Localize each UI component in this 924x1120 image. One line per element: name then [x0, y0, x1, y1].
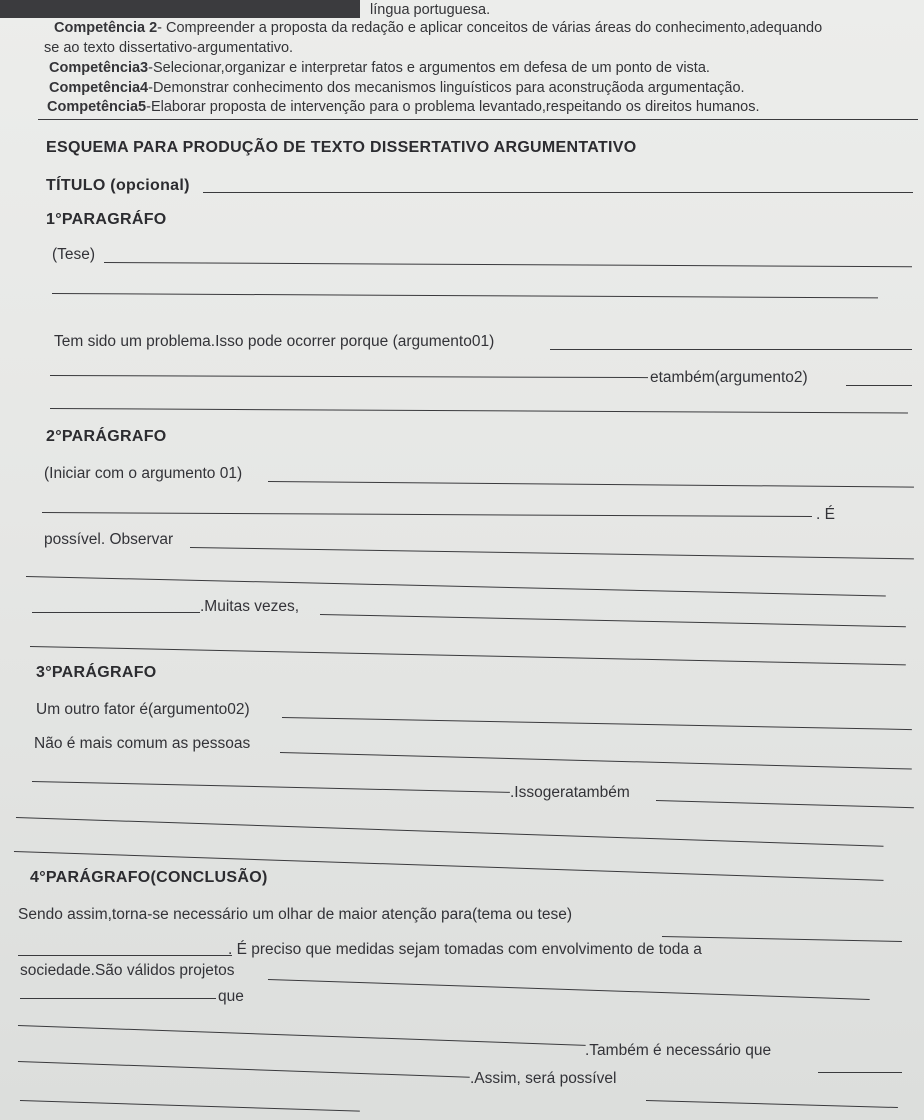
competencia-2-cont: se ao texto dissertativo-argumentativo.	[44, 40, 294, 56]
competencia-3: Competência3-Selecionar,organizar e interpretar fatos e argumentos em defesa de um ponto de vista.	[49, 60, 710, 76]
p4-blank-8[interactable]	[646, 1100, 898, 1108]
titulo-blank[interactable]	[203, 192, 913, 193]
p3-blank-2[interactable]	[280, 752, 912, 770]
p4-blank-6[interactable]	[18, 1061, 470, 1078]
p1-line1: Tem sido um problema.Isso pode ocorrer porque (argumento01)	[54, 333, 495, 350]
p4-blank-9[interactable]	[20, 1100, 360, 1112]
p3-line1: Um outro fator é(argumento02)	[36, 701, 250, 718]
p3-blank-5[interactable]	[16, 817, 884, 847]
p4-blank-4[interactable]	[20, 998, 216, 999]
top-dark-band	[0, 0, 360, 18]
p4-blank-2[interactable]	[18, 955, 232, 956]
p3-blank-4[interactable]	[656, 800, 914, 808]
p4-line2: . É preciso que medidas sejam tomadas com envolvimento de toda a	[228, 941, 702, 958]
p2-line3: .Muitas vezes,	[200, 598, 300, 615]
p4-blank-3[interactable]	[268, 979, 870, 1000]
p1-blank-6[interactable]	[50, 408, 908, 413]
p1-blank-5[interactable]	[846, 385, 912, 386]
p2-heading: 2°PARÁGRAFO	[46, 428, 167, 445]
p1-line2: etambém(argumento2)	[650, 369, 808, 386]
competencia-4: Competência4-Demonstrar conhecimento dos mecanismos linguísticos para aconstruçãoda argumentação.	[49, 80, 745, 96]
p3-blank-3[interactable]	[32, 781, 510, 793]
p1-blank-4[interactable]	[50, 375, 648, 378]
p2-blank-6[interactable]	[320, 614, 906, 627]
p1-tese: (Tese)	[52, 246, 96, 263]
p3-blank-1[interactable]	[282, 717, 912, 730]
header-fragment: língua portuguesa.	[370, 2, 491, 18]
p1-blank-3[interactable]	[550, 349, 912, 350]
p4-line6: .Assim, será possível	[470, 1070, 617, 1087]
p2-blank-2[interactable]	[42, 512, 812, 517]
p2-blank-3[interactable]	[190, 547, 914, 559]
p4-line4: que	[218, 988, 244, 1005]
p4-line1: Sendo assim,torna-se necessário um olhar de maior atenção para(tema ou tese)	[18, 906, 572, 923]
p2-blank-5[interactable]	[32, 612, 200, 613]
p2-line2: possível. Observar	[44, 531, 174, 548]
titulo-label: TÍTULO (opcional)	[46, 177, 190, 194]
p4-blank-5[interactable]	[18, 1025, 586, 1046]
separator-line	[38, 119, 918, 120]
p3-heading: 3°PARÁGRAFO	[36, 664, 157, 681]
competencia-5: Competência5-Elaborar proposta de intervenção para o problema levantado,respeitando os direitos humanos.	[47, 99, 760, 115]
p4-line3: sociedade.São válidos projetos	[20, 962, 235, 979]
p3-line2: Não é mais comum as pessoas	[34, 735, 251, 752]
p4-line5: .Também é necessário que	[585, 1042, 772, 1059]
p2-blank-4[interactable]	[26, 576, 886, 597]
p4-heading: 4°PARÁGRAFO(CONCLUSÃO)	[30, 869, 268, 886]
p4-blank-7[interactable]	[818, 1072, 902, 1073]
p1-heading: 1°PARAGRÁFO	[46, 211, 167, 228]
p1-blank-1[interactable]	[104, 262, 912, 267]
p3-line3: .Issogeratambém	[510, 784, 630, 801]
p2-blank-7[interactable]	[30, 646, 906, 665]
competencia-2: Competência 2- Compreender a proposta da redação e aplicar conceitos de várias áreas do conhecimento,adequando	[54, 20, 823, 36]
p1-blank-2[interactable]	[52, 293, 878, 298]
p2-e-mark: . É	[816, 506, 835, 523]
p2-line1: (Iniciar com o argumento 01)	[44, 465, 243, 482]
p2-blank-1[interactable]	[268, 481, 914, 488]
page-title: ESQUEMA PARA PRODUÇÃO DE TEXTO DISSERTATIVO ARGUMENTATIVO	[46, 139, 637, 156]
